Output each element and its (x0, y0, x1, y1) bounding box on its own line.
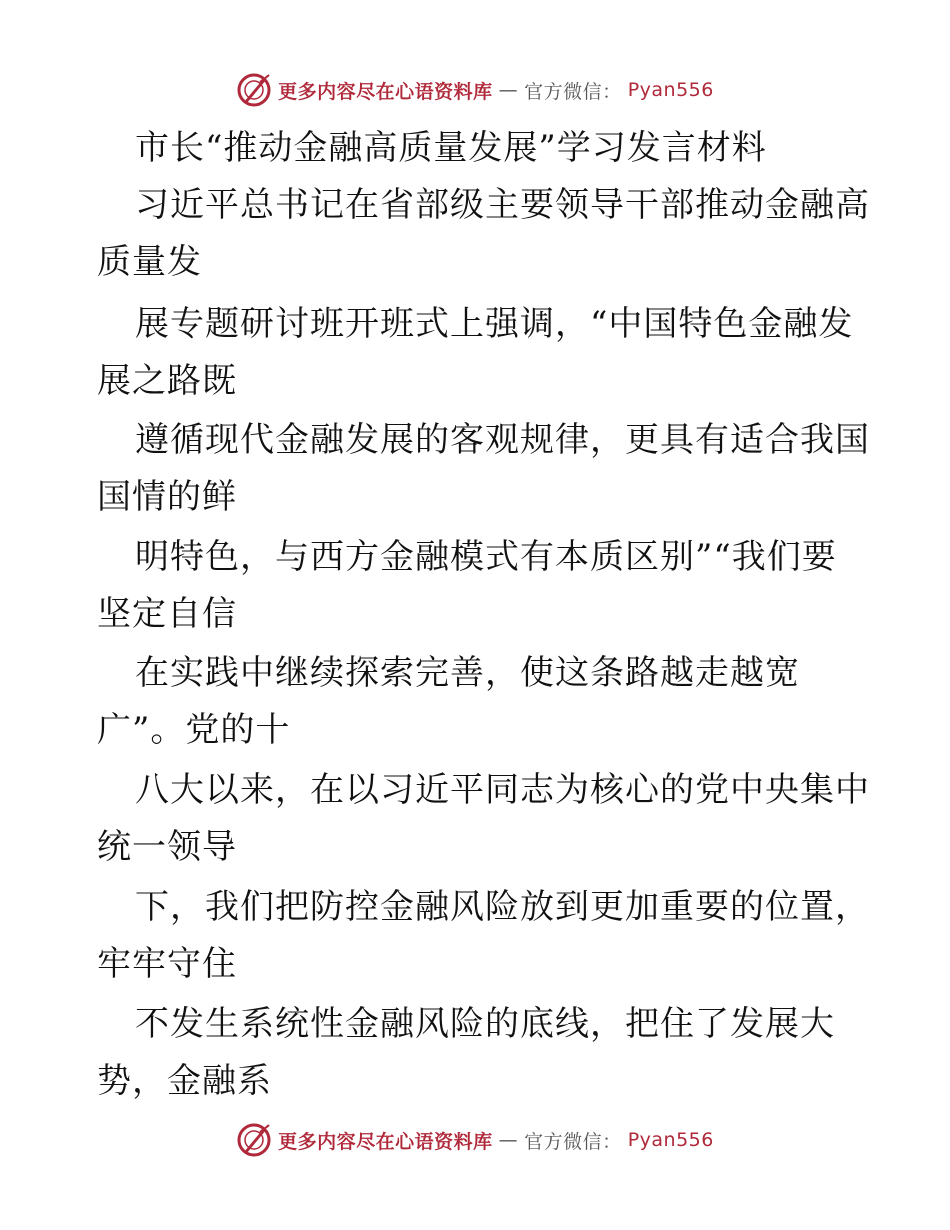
paragraph-line: 习近平总书记在省部级主要领导干部推动金融高 (135, 185, 870, 225)
watermark-wechat-id: Pyan556 (627, 1129, 714, 1151)
watermark-separator: — (498, 1129, 519, 1151)
paragraph-line: 质量发 (97, 242, 202, 282)
paragraph-line: 广”。党的十 (97, 710, 291, 750)
watermark-contact-text: 官方微信： (524, 1130, 622, 1153)
paragraph-line: 国情的鲜 (97, 477, 237, 517)
watermark-wechat-id: Pyan556 (627, 79, 714, 101)
paragraph-line: 不发生系统性金融风险的底线，把住了发展大 (135, 1004, 835, 1044)
watermark-site-text: 更多内容尽在心语资料库 (278, 1130, 493, 1153)
paragraph-line: 在实践中继续探索完善，使这条路越走越宽 (135, 653, 800, 693)
watermark-site-text: 更多内容尽在心语资料库 (278, 80, 493, 103)
quill-seal-icon (236, 72, 272, 108)
paragraph-line: 统一领导 (97, 827, 237, 867)
watermark-separator: — (498, 79, 519, 101)
paragraph-line: 展专题研讨班开班式上强调，“中国特色金融发 (135, 304, 854, 344)
paragraph-line: 八大以来，在以习近平同志为核心的党中央集中 (135, 770, 870, 810)
footer-watermark (0, 1120, 950, 1160)
paragraph-line: 展之路既 (97, 361, 237, 401)
paragraph-line: 明特色，与西方金融模式有本质区别”“我们要 (135, 537, 837, 577)
paragraph-line: 牢牢守住 (97, 944, 237, 984)
header-watermark (0, 70, 950, 110)
watermark-contact-text: 官方微信： (524, 80, 622, 103)
document-title: 市长“推动金融高质量发展”学习发言材料 (135, 128, 767, 168)
paragraph-line: 遵循现代金融发展的客观规律，更具有适合我国 (135, 420, 870, 460)
paragraph-line: 下，我们把防控金融风险放到更加重要的位置， (135, 887, 870, 927)
paragraph-line: 坚定自信 (97, 594, 237, 634)
quill-seal-icon (236, 1122, 272, 1158)
paragraph-line: 势，金融系 (97, 1061, 272, 1101)
